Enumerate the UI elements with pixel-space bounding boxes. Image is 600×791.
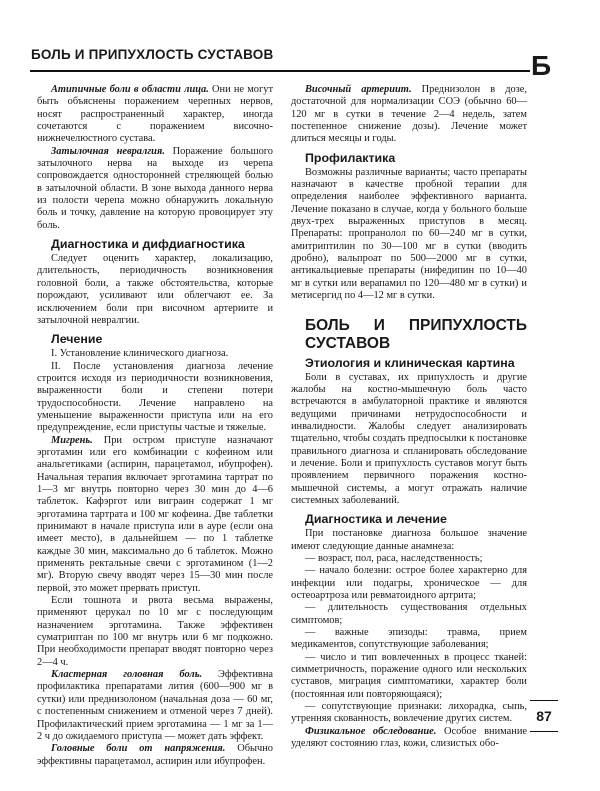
list-item: — число и тип вовлеченных в процесс тканей: симметричность, поражение одного или нескольких суставов, миграция симптоматики, характер боли (постоянная или повторяющаяся); [291, 651, 527, 700]
paragraph-text: Эффективна профилактика препаратами лития (600—900 мг в сутки) или преднизолоном (начальная доза — 60 мг, с постепенным снижением и отменой через 7 дней). Профилактический прием эрготамина — 1 мг за 1—2 ч до ожидаемого приступа — может дать эффект. [37, 669, 273, 742]
list-item: — длительность существования отдельных симптомов; [291, 602, 527, 626]
paragraph-lead: Кластерная головная боль. [51, 669, 203, 681]
paragraph: Если тошнота и рвота весьма выражены, применяют церукал по 10 мг с последующим назначением эрготамина. Также эффективен суматриптан по 100 мг внутрь или 6 мг подкожно. При необходимости препарат вводят повторно через 2—4 ч. [37, 595, 273, 668]
paragraph: I. Установление клинического диагноза. [51, 348, 229, 360]
header-rule [30, 70, 530, 72]
list-item: — возраст, пол, раса, наследственность; [305, 552, 483, 564]
paragraph-text: Особое внимание уделяют состоянию глаз, кожи, слизистых обо- [291, 725, 527, 750]
section-heading: БОЛЬ И ПРИПУХЛОСТЬ СУСТАВОВ [305, 316, 527, 352]
subheading: Этиология и клиническая картина [305, 355, 515, 370]
list-item: — сопутствующие признаки: лихорадка, сыпь, утренняя скованность, вовлечение других систем. [291, 701, 527, 725]
section-letter-tab: Б [531, 50, 552, 81]
paragraph-lead: Атипичные боли в области лица. [51, 84, 209, 95]
paragraph: При постановке диагноза большое значение имеют следующие данные анамнеза: [291, 528, 527, 552]
subheading: Диагностика и дифдиагностика [51, 237, 245, 252]
paragraph [37, 743, 273, 768]
paragraph: Следует оценить характер, локализацию, длительность, периодичность возникновения головной боли, а также обстоятельства, которые порождают, усиливают или облегчают ее. За исключением боли при височном артериите и затылочной невралгии. [37, 253, 273, 326]
paragraph [37, 84, 273, 146]
subheading: Лечение [51, 332, 103, 347]
left-column [37, 84, 273, 768]
paragraph [291, 84, 527, 146]
paragraph [291, 726, 527, 751]
paragraph-lead: Физикальное обследование. [305, 725, 437, 737]
paragraph-text: Преднизолон в дозе, достаточной для нормализации СОЭ (обычно 60—120 мг в сутки в течение 2—4 недель, затем постепенное снижение дозы). Лечение может длиться месяцы и годы. [291, 84, 527, 145]
paragraph-text: При остром приступе назначают эрготамин или его комбинации с кофеином или анальгетиками (аспирин, парацетамол, ибупрофен). Начальная терапия включает эрготамина тартрат по 1—3 мг внутрь повторно через 30 мин до 4—6 таблеток. Кафэргот или виграин содержат 1 мг эрготамина тартрата и 100 мг кофеина. Две таблетки принимают в начале приступа или в ауре (если она имеет место), в дальнейшем — по 1 таблетке каждые 30 мин, максимально до 6 таблеток. Можно применять ректальные свечи с эрготамином (1—2 мг). Вторую свечу вводят через 15—30 мин после первой, это может прервать приступ. [37, 434, 273, 594]
paragraph: II. После установления диагноза лечение строится исходя из периодичности возникновения, выраженности боли и степени потери трудоспособности. Лечение направлено на уменьшение выраженности приступа или на его предупреждение, если приступы частые и тяжелые. [37, 360, 273, 434]
paragraph-text: Обычно эффективны парацетамол, аспирин или ибупрофен. [37, 743, 273, 767]
right-column [291, 84, 527, 750]
paragraph-lead: Мигрень. [51, 434, 93, 446]
paragraph: Возможны различные варианты; часто препараты назначают в качестве пробной терапии для определения наиболее эффективного варианта. Лечение показано в случае, когда у больного больше двух-трех выраженных приступов в месяц. Препараты: пропранолол по 60—240 мг в сутки, амитриптилин по 30—100 мг в сутки (вводить дробно), вальпроат по 500—2000 мг в сутки, антикальциевые препараты (нифедипин по 10—40 мг в сутки или верапамил по 120—480 мг в сутки) и метисергид по 4—12 мг в сутки. [291, 166, 527, 302]
list-item: — важные эпизоды: травма, прием медикаментов, сопутствующие заболевания; [291, 627, 527, 651]
paragraph-lead: Затылочная невралгия. [51, 145, 165, 157]
running-title: БОЛЬ И ПРИПУХЛОСТЬ СУСТАВОВ [31, 47, 274, 62]
subheading: Диагностика и лечение [305, 512, 447, 527]
page-number: 87 [530, 700, 558, 732]
paragraph-lead: Головные боли от напряжения. [51, 743, 226, 755]
subheading: Профилактика [305, 150, 396, 165]
paragraph [37, 669, 273, 743]
paragraph: Боли в суставах, их припухлость и другие жалобы на костно-мышечную боль часто встречаются в амбулаторной практике и являются ведущими причинами нетрудоспособности и инвалидности. Жалобы следует анализировать тщательно, чтобы создать предпосылки к постановке правильного диагноза и спланировать обследование и лечение. Боли и припухлость суставов могут быть проявлением первичного поражения костно-мышечной системы, а могут отражать наличие системных заболеваний. [291, 371, 527, 506]
paragraph [37, 146, 273, 232]
list-item: — начало болезни: острое более характерно для инфекции или подагры, хроническое — для остеоартроза или ревматоидного артрита; [291, 565, 527, 601]
paragraph-text: Поражение большого затылочного нерва на выходе из черепа сопровождается односторонней стреляющей болью в затылочной области. В зоне выхода данного нерва из полости черепа можно обнаружить локальную боль и точку, давление на которую провоцирует эту боль. [37, 145, 273, 231]
paragraph-text: Они не могут быть объяснены поражением черепных нервов, носят распространенный характер, иногда сочетаются с поражением височно-нижнечелюстного сустава. [37, 84, 274, 145]
paragraph-lead: Височный артериит. [305, 84, 412, 95]
paragraph [37, 435, 273, 595]
